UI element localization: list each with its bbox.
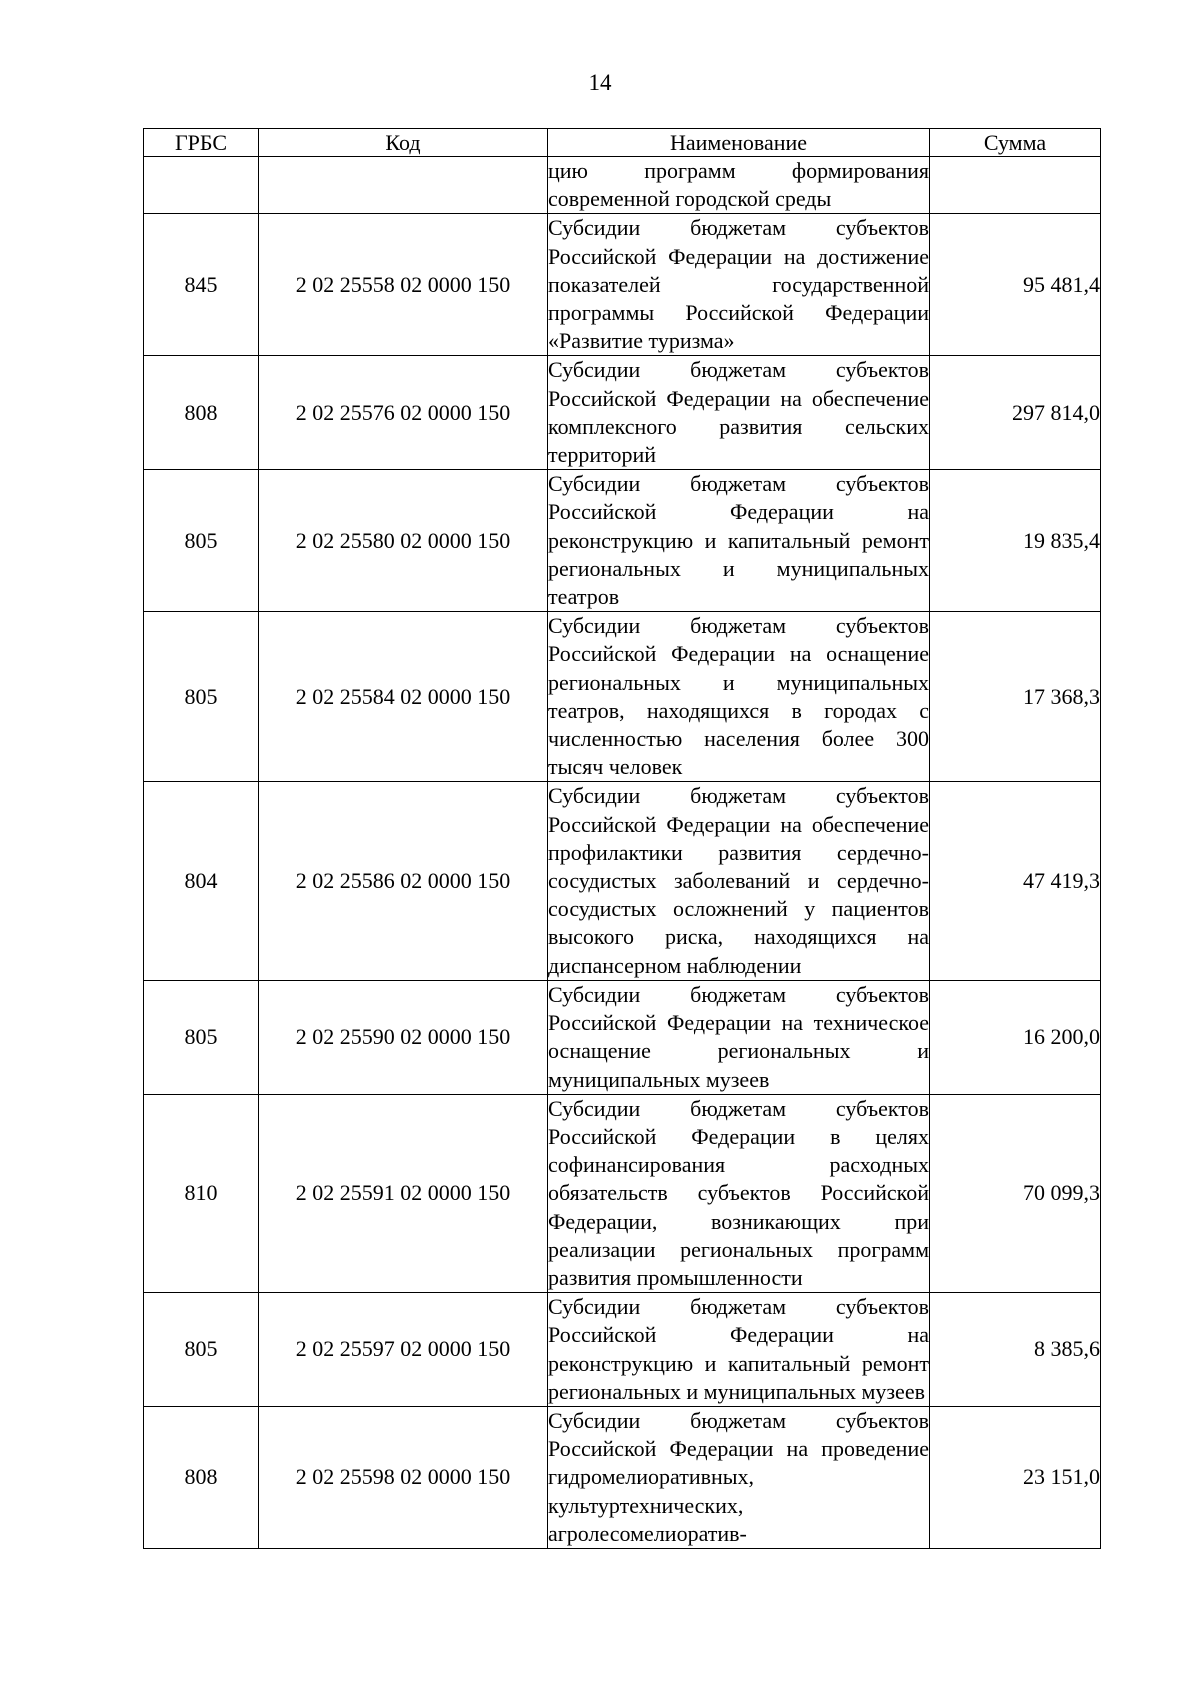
table-row — [144, 470, 1101, 612]
cell-name: Субсидии бюджетам субъектов Российской Федерации в целях софинансирования расходных обязательств субъектов Российской Федерации, возникающих при реализации региональных программ развития промышленности — [548, 1094, 930, 1292]
budget-table — [143, 128, 1101, 1549]
cell-name: Субсидии бюджетам субъектов Российской Федерации на обеспечение комплексного развития сельских территорий — [548, 356, 930, 470]
cell-grbs: 804 — [144, 782, 259, 980]
table-row — [144, 980, 1101, 1094]
cell-kod: 2 02 25597 02 0000 150 — [259, 1293, 548, 1407]
cell-sum: 16 200,0 — [930, 980, 1101, 1094]
cell-sum: 17 368,3 — [930, 612, 1101, 782]
header-kod: Код — [259, 129, 548, 157]
cell-kod: 2 02 25586 02 0000 150 — [259, 782, 548, 980]
cell-sum: 70 099,3 — [930, 1094, 1101, 1292]
cell-grbs: 808 — [144, 1406, 259, 1548]
cell-grbs: 810 — [144, 1094, 259, 1292]
cell-name: Субсидии бюджетам субъектов Российской Федерации на оснащение региональных и муниципальных театров, находящихся в городах с численностью населения более 300 тысяч человек — [548, 612, 930, 782]
cell-grbs: 845 — [144, 214, 259, 356]
cell-sum: 297 814,0 — [930, 356, 1101, 470]
table-row — [144, 214, 1101, 356]
table-row — [144, 1293, 1101, 1407]
cell-name: Субсидии бюджетам субъектов Российской Федерации на реконструкцию и капитальный ремонт региональных и муниципальных музеев — [548, 1293, 930, 1407]
cell-sum: 19 835,4 — [930, 470, 1101, 612]
table-row — [144, 1094, 1101, 1292]
table-header-row — [144, 129, 1101, 157]
cell-name: Субсидии бюджетам субъектов Российской Федерации на обеспечение профилактики развития сердечно-сосудистых заболеваний и сердечно-сосудистых осложнений у пациентов высокого риска, находящихся на диспансерном наблюдении — [548, 782, 930, 980]
cell-kod: 2 02 25580 02 0000 150 — [259, 470, 548, 612]
cell-name: Субсидии бюджетам субъектов Российской Федерации на достижение показателей государственной программы Российской Федерации «Развитие туризма» — [548, 214, 930, 356]
cell-name: Субсидии бюджетам субъектов Российской Федерации на реконструкцию и капитальный ремонт региональных и муниципальных театров — [548, 470, 930, 612]
cell-kod: 2 02 25576 02 0000 150 — [259, 356, 548, 470]
cell-sum: 95 481,4 — [930, 214, 1101, 356]
cell-sum: 47 419,3 — [930, 782, 1101, 980]
cell-name: Субсидии бюджетам субъектов Российской Федерации на проведение гидромелиоративных, культуртехнических, агролесомелиоратив- — [548, 1406, 930, 1548]
table-row-continuation — [144, 157, 1101, 214]
header-sum: Сумма — [930, 129, 1101, 157]
cell-grbs: 805 — [144, 980, 259, 1094]
cell-grbs — [144, 157, 259, 214]
cell-kod: 2 02 25591 02 0000 150 — [259, 1094, 548, 1292]
cell-kod: 2 02 25598 02 0000 150 — [259, 1406, 548, 1548]
cell-kod: 2 02 25590 02 0000 150 — [259, 980, 548, 1094]
table-row — [144, 356, 1101, 470]
table-row — [144, 1406, 1101, 1548]
header-name: Наименование — [548, 129, 930, 157]
cell-sum — [930, 157, 1101, 214]
cell-kod: 2 02 25584 02 0000 150 — [259, 612, 548, 782]
cell-grbs: 805 — [144, 1293, 259, 1407]
cell-sum: 23 151,0 — [930, 1406, 1101, 1548]
cell-kod — [259, 157, 548, 214]
table-row — [144, 782, 1101, 980]
page-number: 14 — [588, 70, 612, 95]
cell-name: цию программ формирования современной городской среды — [548, 157, 930, 214]
cell-grbs: 805 — [144, 612, 259, 782]
table-body — [144, 157, 1101, 1549]
cell-sum: 8 385,6 — [930, 1293, 1101, 1407]
cell-grbs: 805 — [144, 470, 259, 612]
header-grbs: ГРБС — [144, 129, 259, 157]
cell-kod: 2 02 25558 02 0000 150 — [259, 214, 548, 356]
table-row — [144, 612, 1101, 782]
cell-grbs: 808 — [144, 356, 259, 470]
cell-name: Субсидии бюджетам субъектов Российской Федерации на техническое оснащение региональных и муниципальных музеев — [548, 980, 930, 1094]
